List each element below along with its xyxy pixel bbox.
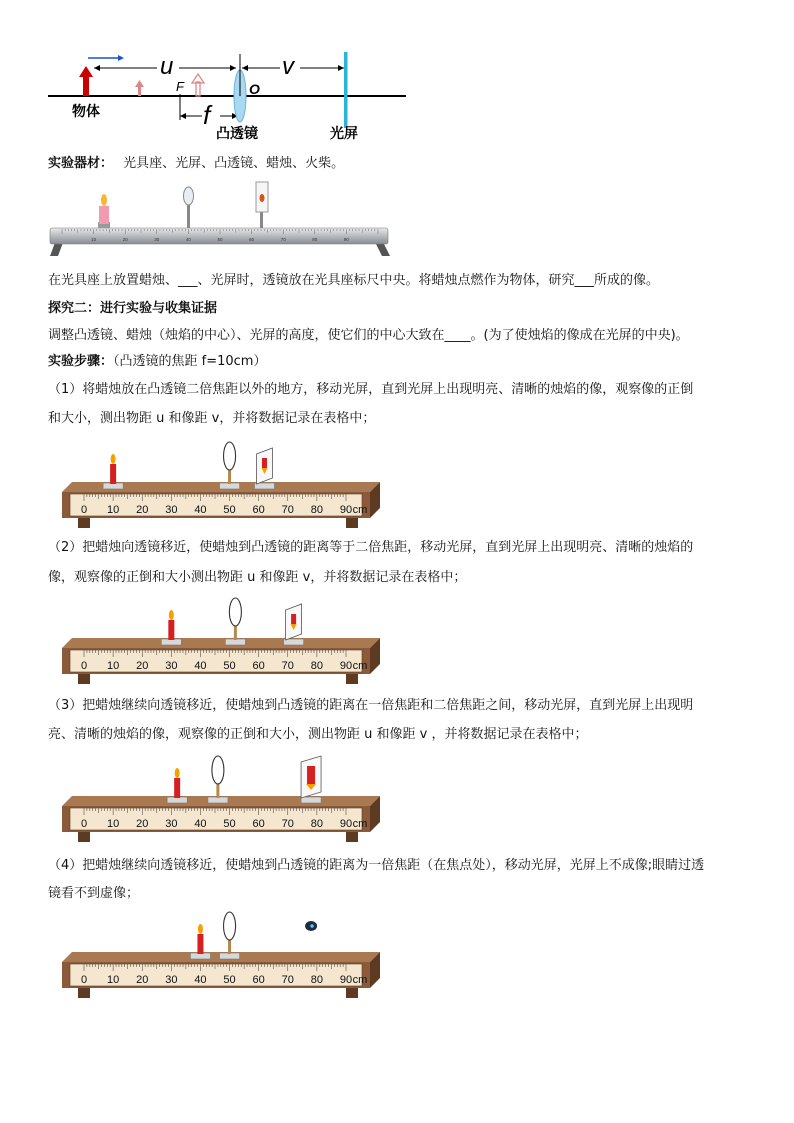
- equipment-text: 光具座、光屏、凸透镜、蜡烛、火柴。: [123, 156, 345, 171]
- section2-title: 探究二：进行实验与收集证据: [48, 301, 218, 316]
- screen-image: [307, 766, 315, 784]
- bench-scale-label: 90: [343, 237, 349, 242]
- object-label: 物体: [72, 103, 100, 119]
- ruler-label: 20: [136, 974, 149, 986]
- f-label: f: [203, 100, 211, 130]
- f-arrow-left: [180, 113, 186, 119]
- optical-bench-illustration: [48, 180, 393, 260]
- ruler-label: 0: [80, 660, 88, 672]
- ruler-label: 0: [80, 504, 88, 516]
- ruler-label: 30: [165, 974, 178, 986]
- lens-post: [228, 470, 231, 484]
- ruler-label: 90: [339, 504, 353, 516]
- ruler-label: 10: [106, 660, 120, 672]
- bench-scale-label: 50: [217, 237, 223, 242]
- ruler-label: 50: [223, 974, 236, 986]
- lens-label: 凸透镜: [216, 125, 258, 141]
- step2-line2: 像，观察像的正倒和大小测出物距 u 和像距 v，并将数据记录在表格中；: [48, 570, 467, 585]
- lens-icon: [224, 912, 236, 940]
- ruler-label: cm: [352, 504, 368, 516]
- candle-icon: [197, 934, 203, 954]
- equipment-line: [48, 155, 344, 173]
- ruler-label: 60: [252, 504, 265, 516]
- bench-step1: [50, 440, 390, 530]
- ruler-label: 80: [310, 660, 324, 672]
- step4-line2: 镜看不到虚像；: [48, 886, 140, 901]
- flame-icon: [198, 924, 203, 934]
- step1-line2: 和大小，测出物距 u 和像距 v，并将数据记录在表格中；: [48, 411, 376, 426]
- ruler-label: 40: [194, 504, 207, 516]
- bench-lens-icon: [184, 187, 194, 205]
- lens-post: [228, 940, 231, 954]
- v-label: v: [282, 53, 294, 80]
- ruler-label: 50: [223, 660, 236, 672]
- ruler-label: 30: [165, 660, 178, 672]
- bench-screen-post: [260, 212, 263, 228]
- ruler-label: cm: [352, 818, 368, 830]
- flame-icon: [111, 454, 116, 464]
- ruler-label: 80: [310, 818, 324, 830]
- steps-label: 实验步骤：: [48, 354, 114, 369]
- faded-arrow-1-head: [135, 80, 144, 87]
- optics-diagram: [40, 40, 420, 150]
- screen-icon: [344, 52, 348, 128]
- ruler-label: 20: [136, 504, 149, 516]
- ruler-label: 60: [252, 974, 265, 986]
- ruler-label: 90: [339, 818, 353, 830]
- ruler-label: 80: [310, 504, 324, 516]
- eye-pupil: [310, 924, 314, 928]
- intro-paragraph: 在光具座上放置蜡烛、___、光屏时，透镜放在光具座标尺中央。将蜡烛点燃作为物体，研究___所成的像。: [48, 273, 660, 288]
- ruler-label: 70: [281, 504, 294, 516]
- ruler-label: 60: [252, 818, 265, 830]
- bench-step2: [50, 596, 390, 688]
- lens-icon: [224, 442, 236, 470]
- ruler-label: 70: [281, 974, 294, 986]
- step4-line1: （4）把蜡烛继续向透镜移近，使蜡烛到凸透镜的距离为一倍焦距（在焦点处），移动光屏，光屏上不成像;眼睛过透: [48, 858, 705, 873]
- ruler-foot-left: [78, 988, 90, 998]
- candle-icon: [110, 464, 116, 484]
- lens-icon: [212, 756, 224, 784]
- bench-scale-label: 20: [122, 237, 128, 242]
- bench-scale-label: 70: [280, 237, 286, 242]
- bench-step4: [50, 910, 390, 1005]
- ruler-foot-right: [346, 832, 358, 842]
- ruler-foot-left: [78, 518, 90, 528]
- ruler-label: 40: [194, 974, 207, 986]
- steps-line: [48, 349, 266, 375]
- ruler-label: 60: [252, 660, 265, 672]
- ruler-foot-left: [78, 674, 90, 684]
- O-label: O: [249, 81, 260, 97]
- bench-scale-label: 80: [312, 237, 318, 242]
- bench-scale-label: 10: [91, 237, 97, 242]
- v-arrow-right: [338, 65, 344, 71]
- F-label: F: [176, 79, 184, 94]
- object-arrow-body: [83, 76, 89, 96]
- bench-screen-image: [260, 194, 265, 202]
- ruler-label: 30: [165, 504, 178, 516]
- steps-note: （凸透镜的焦距 f=10cm）: [113, 354, 267, 369]
- ruler-label: 90: [339, 660, 353, 672]
- ruler-foot-left: [78, 832, 90, 842]
- ruler-foot-right: [346, 518, 358, 528]
- candle-icon: [174, 778, 180, 798]
- move-arrow-head: [118, 55, 124, 61]
- screen-image: [291, 614, 296, 624]
- ruler-label: 50: [223, 818, 236, 830]
- ruler-label: 50: [223, 504, 236, 516]
- object-arrow-head: [79, 66, 93, 77]
- bench-candle: [99, 206, 109, 224]
- ruler-label: 80: [310, 974, 324, 986]
- ruler-label: 40: [194, 818, 207, 830]
- screen-label: 光屏: [330, 125, 358, 141]
- ruler-label: cm: [352, 660, 368, 672]
- ruler-foot-right: [346, 988, 358, 998]
- equipment-label: 实验器材：: [48, 156, 114, 171]
- lens-post: [234, 626, 237, 640]
- v-arrow-left: [242, 65, 248, 71]
- ruler-label: 70: [281, 818, 294, 830]
- bench-scale-label: 40: [185, 237, 191, 242]
- ruler-label: 10: [106, 504, 120, 516]
- step2-line1: （2）把蜡烛向透镜移近，使蜡烛到凸透镜的距离等于二倍焦距，移动光屏，直到光屏上出现明亮、清晰的烛焰的: [48, 540, 694, 555]
- ruler-label: 0: [80, 974, 88, 986]
- u-arrow-left: [94, 65, 100, 71]
- candle-icon: [168, 620, 174, 640]
- screen-holder: [301, 797, 321, 803]
- u-label: u: [160, 53, 174, 80]
- adjust-paragraph: 调整凸透镜、蜡烛（烛焰的中心）、光屏的高度，使它们的中心大致在____。(为了使烛焰的像成在光屏的中央)。: [48, 328, 689, 343]
- ruler-label: 90: [339, 974, 353, 986]
- screen-image: [262, 458, 267, 468]
- ruler-label: 20: [136, 818, 149, 830]
- ruler-top-face: [62, 638, 380, 648]
- bench-lens-post: [187, 204, 190, 228]
- ruler-foot-right: [346, 674, 358, 684]
- ruler-label: 70: [281, 660, 294, 672]
- step1-line1: （1）将蜡烛放在凸透镜二倍焦距以外的地方，移动光屏，直到光屏上出现明亮、清晰的烛焰的像，观察像的正倒: [48, 382, 694, 397]
- bench-scale-label: 30: [154, 237, 160, 242]
- flame-icon: [169, 610, 174, 620]
- ruler-label: 20: [136, 660, 149, 672]
- step3-line2: 亮、清晰的烛焰的像，观察像的正倒和大小，测出物距 u 和像距 v ，并将数据记录在表格中；: [48, 727, 588, 742]
- step3-line1: （3）把蜡烛继续向透镜移近，使蜡烛到凸透镜的距离在一倍焦距和二倍焦距之间，移动光屏，直到光屏上出现明: [48, 698, 694, 713]
- bench-flame-icon: [101, 194, 107, 206]
- faded-arrow-2-body: [196, 82, 200, 96]
- ruler-label: 10: [106, 818, 120, 830]
- bench-step3: [50, 754, 390, 846]
- ruler-label: 30: [165, 818, 178, 830]
- ruler-label: 0: [80, 818, 88, 830]
- ruler-label: cm: [352, 974, 368, 986]
- lens-icon: [229, 598, 241, 626]
- bench-scale-label: 60: [249, 237, 255, 242]
- ruler-label: 40: [194, 660, 207, 672]
- faded-arrow-1-body: [138, 86, 141, 96]
- ruler-label: 10: [106, 974, 120, 986]
- flame-icon: [175, 768, 180, 778]
- u-arrow-right: [230, 65, 236, 71]
- lens-post: [216, 784, 219, 798]
